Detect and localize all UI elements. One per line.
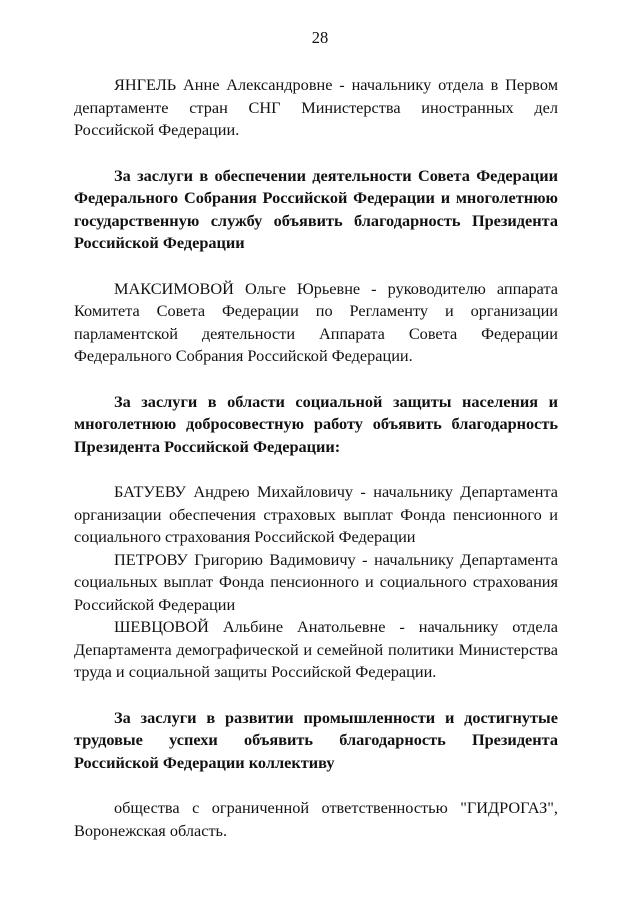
document-body	[74, 74, 558, 842]
award-heading-social-protection: За заслуги в области социальной защиты населения и многолетнюю добросовестную работу объявить благодарность Президента Российской Федерации:	[74, 391, 558, 456]
award-entry-shevtsova: ШЕВЦОВОЙ Альбине Анатольевне - начальнику отдела Департамента демографической и семейной политики Министерства труда и социальной защиты Российской Федерации.	[74, 617, 558, 681]
award-entry-hydrogaz: общества с ограниченной ответственностью "ГИДРОГАЗ", Воронежская область.	[74, 798, 558, 840]
award-entry-yangel: ЯНГЕЛЬ Анне Александровне - начальнику отдела в Первом департаменте стран СНГ Министерства иностранных дел Российской Федерации.	[74, 75, 558, 139]
award-heading-industry: За заслуги в развитии промышленности и достигнутые трудовые успехи объявить благодарность Президента Российской Федерации коллективу	[74, 707, 558, 772]
award-entry-petrov: ПЕТРОВУ Григорию Вадимовичу - начальнику Департамента социальных выплат Фонда пенсионного и социального страхования Российской Федерации	[74, 549, 558, 614]
award-entry-maksimova: МАКСИМОВОЙ Ольге Юрьевне - руководителю аппарата Комитета Совета Федерации по Регламенту и организации парламентской деятельности Аппарата Совета Федерации Федерального Собрания Российской Федерации.	[74, 278, 558, 365]
award-heading-federation-council: За заслуги в обеспечении деятельности Совета Федерации Федерального Собрания Российской Федерации и многолетнюю государственную службу объявить благодарность Президента Российской Федерации	[74, 165, 558, 252]
page-number: 28	[311, 28, 329, 47]
award-entry-batuev: БАТУЕВУ Андрею Михайловичу - начальнику Департамента организации обеспечения страховых выплат Фонда пенсионного и социального страхования Российской Федерации	[74, 482, 558, 546]
